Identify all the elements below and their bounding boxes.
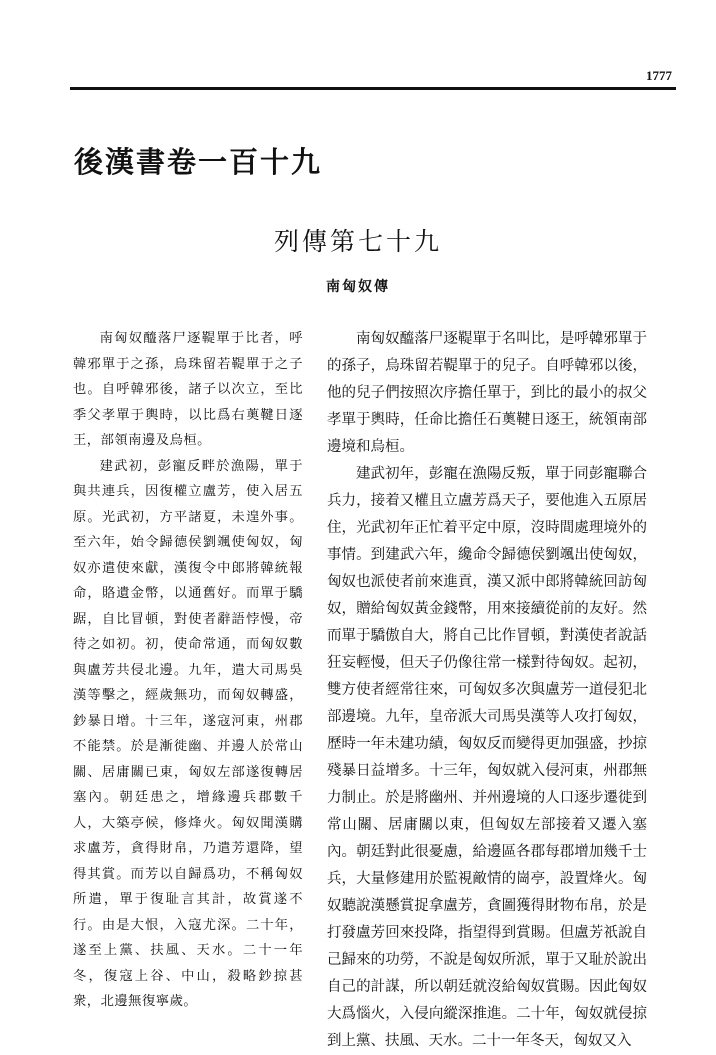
page-number: 1777	[646, 68, 672, 83]
section-title: 南匈奴傳	[326, 279, 390, 295]
translation-paragraph: 建武初年，彭寵在漁陽反叛，單于同彭寵聯合兵力，接着又權且立盧芳爲天子，要他進入五原居住，光武初年正忙着平定中原，沒時間處理境外的事情。到建武六年，纔命令歸德侯劉颯出使匈奴，匈奴也派使者前來進貢，漢又派中郎將韓統回訪匈奴，贈給匈奴黃金錢幣，用來接續從前的友好。然而單于驕傲自大，將自己比作冒頓，對漢使者說話狂妄輕慢，但天子仍像往常一樣對待匈奴。起初，雙方使者經常往來，可匈奴多次與盧芳一道侵犯北部邊境。九年，皇帝派大司馬吳漢等人攻打匈奴，歷時一年未建功績，匈奴反而變得更加强盛，抄掠殘暴日益增多。十三年，匈奴就入侵河東，州郡無力制止。於是將幽州、并州邊境的人口逐步遷徙到常山關、居庸關以東，但匈奴左部接着又遷入塞內。朝廷對此很憂慮，給邊區各郡每郡增加幾千士兵，大量修建用於監視敵情的崗亭，設置烽火。匈奴聽說漢懸賞捉拿盧芳，貪圖獲得財物布帛，於是打發盧芳回來投降，指望得到賞賜。但盧芳祇說自己歸來的功勞，不說是匈奴所派，單于又耻於說出自己的計謀，所以朝廷就沒給匈奴賞賜。因此匈奴大爲惱火，入侵向縱深推進。二十年，匈奴就侵掠到上黨、扶風、天水。二十一年冬天，匈奴又入	[327, 466, 647, 1049]
header-rule	[70, 87, 676, 90]
translation-paragraph: 南匈奴醯落尸逐鞮單于名叫比，是呼韓邪單于的孫子，烏珠留若鞮單于的兒子。自呼韓邪以後，他的兒子們按照次序擔任單于，到比的最小的叔父孝單于輿時，任命比擔任石薁鞬日逐王，統領南部邊境和烏桓。	[327, 331, 647, 455]
original-paragraph: 建武初，彭寵反畔於漁陽，單于與共連兵，因復權立盧芳，使入居五原。光武初，方平諸夏，未遑外事。至六年，始令歸德侯劉颯使匈奴，匈奴亦遣使來獻，漢復令中郎將韓統報命，賂遺金幣，以通舊好。而單于驕踞，自比冒頓，對使者辭語悖慢，帝待之如初。初，使命常通，而匈奴數與盧芳共侵北邊。九年，遣大司馬吳漢等擊之，經歲無功，而匈奴轉盛，鈔暴日增。十三年，遂寇河東，州郡不能禁。於是漸徙幽、并邊人於常山關、居庸關已東，匈奴左部遂復轉居塞內。朝廷患之，增緣邊兵郡數千人，大築亭候，修烽火。匈奴聞漢購求盧芳，貪得財帛，乃遣芳還降，望得其賞。而芳以自歸爲功，不稱匈奴所遣，單于復耻言其計，故賞遂不行。由是大恨，入寇尤深。二十年，遂至上黨、扶風、天水。二十一年冬，復寇上谷、中山，殺略鈔掠甚衆，北邊無復寧歲。	[73, 458, 303, 1009]
original-paragraph: 南匈奴醯落尸逐鞮單于比者，呼韓邪單于之孫，烏珠留若鞮單于之子也。自呼韓邪後，諸子以次立，至比季父孝單于輿時，以比爲右薁鞬日逐王，部領南邊及烏桓。	[73, 331, 303, 448]
original-text-column	[73, 326, 303, 1015]
translation-text-column	[327, 326, 647, 1055]
book-title: 後漢書卷一百十九	[74, 145, 323, 179]
chapter-title: 列傳第七十九	[273, 227, 442, 256]
